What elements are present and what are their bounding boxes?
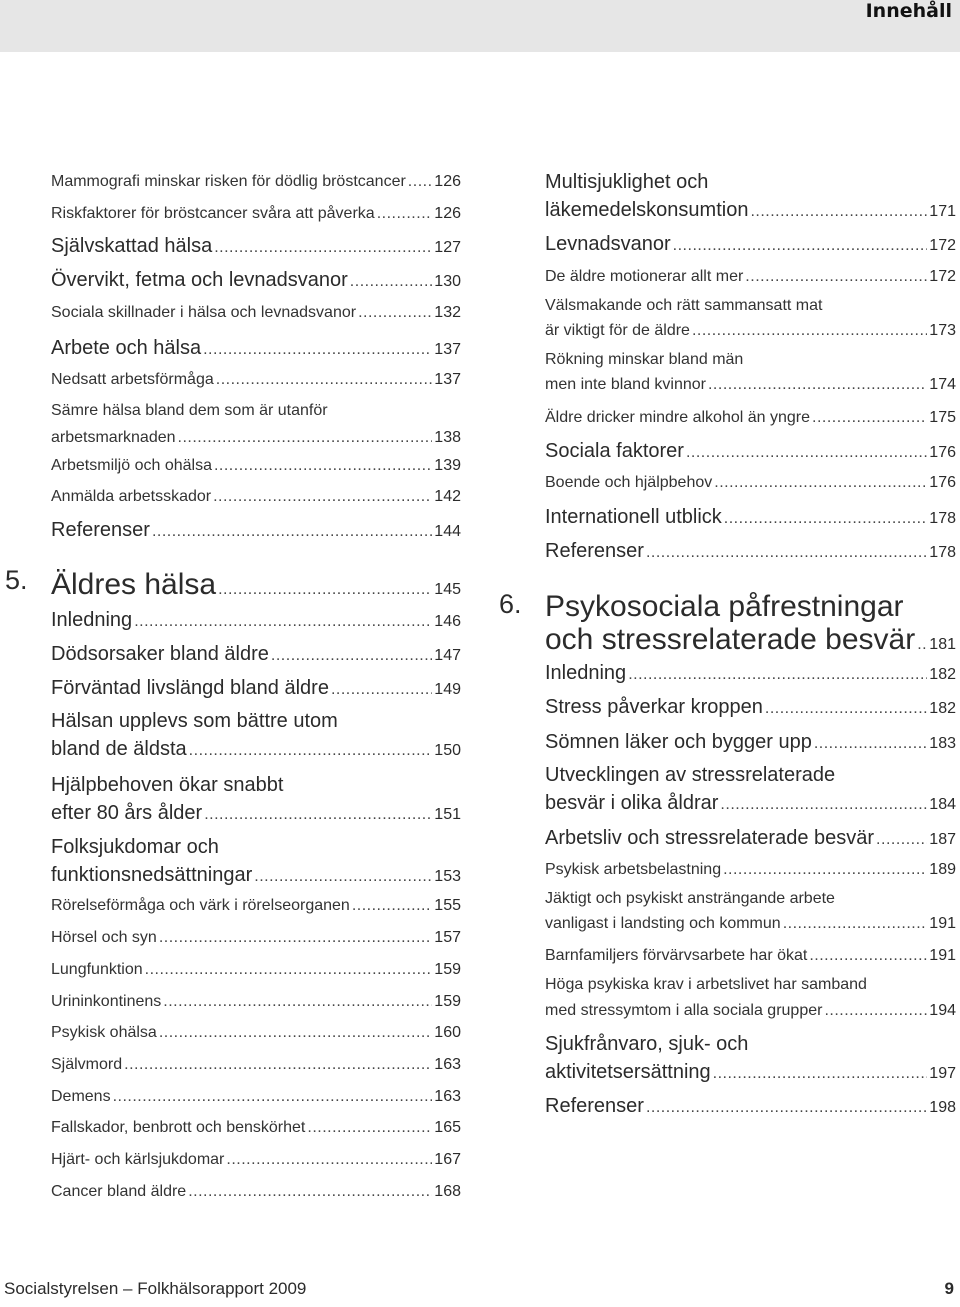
- toc-entry-title: Levnadsvanor: [545, 233, 671, 255]
- toc-entry-title: Anmälda arbetsskador: [51, 488, 212, 505]
- dot-leader: [163, 987, 432, 1017]
- dot-leader: [673, 231, 928, 261]
- toc-entry-title: Stress påverkar kroppen: [545, 696, 763, 718]
- dot-leader: [783, 909, 928, 939]
- toc-page-number: 178: [929, 510, 956, 527]
- dot-leader: [408, 167, 433, 197]
- toc-entry-title: men inte bland kvinnor: [545, 376, 706, 393]
- toc-page-number: 147: [434, 647, 461, 664]
- dot-leader: [876, 825, 927, 855]
- toc-page-number: 191: [929, 915, 956, 932]
- toc-page-number: 137: [434, 341, 461, 358]
- toc-entry-title: Mammografi minskar risken för dödlig bröstcancer: [51, 173, 406, 190]
- dot-leader: [159, 923, 432, 953]
- dot-leader: [159, 1018, 432, 1048]
- toc-page-number: 127: [434, 239, 461, 256]
- dot-leader: [765, 694, 927, 724]
- toc-page-number: 171: [929, 203, 956, 220]
- toc-entry-title: efter 80 års ålder: [51, 802, 203, 824]
- toc-page-number: 198: [929, 1099, 956, 1116]
- dot-leader: [352, 891, 432, 921]
- toc-entry-title: Övervikt, fetma och levnadsvanor: [51, 269, 348, 291]
- toc-entry-title: Äldre dricker mindre alkohol än yngre: [545, 409, 811, 426]
- toc-page-number: 167: [434, 1151, 461, 1168]
- toc-entry-title: Psykosociala påfrestningar: [545, 590, 904, 623]
- toc-page-number: 165: [434, 1119, 461, 1136]
- toc-entry-title: Dödsorsaker bland äldre: [51, 643, 269, 665]
- toc-page-number: 181: [929, 636, 956, 653]
- toc-page-number: 159: [434, 961, 461, 978]
- dot-leader: [646, 1093, 927, 1123]
- toc-page-number: 174: [929, 376, 956, 393]
- toc-entry-title: Cancer bland äldre: [51, 1183, 187, 1200]
- toc-entry-title: Sociala skillnader i hälsa och levnadsvanor: [51, 304, 357, 321]
- toc-page-number: 157: [434, 929, 461, 946]
- dot-leader: [377, 199, 433, 229]
- toc-entry-title: Urininkontinens: [51, 993, 162, 1010]
- toc-entry-title: Sjukfrånvaro, sjuk- och: [545, 1033, 749, 1055]
- dot-leader: [812, 403, 927, 433]
- toc-entry-title: Psykisk ohälsa: [51, 1024, 157, 1041]
- dot-leader: [152, 517, 432, 547]
- page-footer: [0, 1279, 960, 1307]
- toc-entry-title: Höga psykiska krav i arbetslivet har samband: [545, 976, 867, 993]
- dot-leader: [331, 675, 432, 705]
- toc-page-number: 173: [929, 322, 956, 339]
- toc-entry-title: De äldre motionerar allt mer: [545, 268, 744, 285]
- toc-entry-title: Inledning: [51, 609, 133, 631]
- toc-entry-title: Inledning: [545, 662, 627, 684]
- toc-entry-title: Sociala faktorer: [545, 440, 684, 462]
- toc-entry-title: Välsmakande och rätt sammansatt mat: [545, 297, 823, 314]
- toc-entry-title: arbetsmarknaden: [51, 429, 176, 446]
- toc-page-number: 168: [434, 1183, 461, 1200]
- toc-page-number: 149: [434, 681, 461, 698]
- toc-entry-title: Fallskador, benbrott och benskörhet: [51, 1119, 306, 1136]
- toc-page-number: 163: [434, 1088, 461, 1105]
- dot-leader: [188, 1177, 432, 1207]
- toc-entry-title: funktionsnedsättningar: [51, 864, 253, 886]
- toc-entry-title: Hjärt- och kärlsjukdomar: [51, 1151, 225, 1168]
- dot-leader: [724, 504, 928, 534]
- toc-entry-title: Självmord: [51, 1056, 123, 1073]
- toc-page-number: 155: [434, 897, 461, 914]
- dot-leader: [213, 482, 432, 512]
- dot-leader: [686, 438, 927, 468]
- toc-page-number: 194: [929, 1002, 956, 1019]
- toc-page-number: 151: [434, 806, 461, 823]
- toc-page-number: 126: [434, 205, 461, 222]
- dot-leader: [692, 316, 927, 346]
- toc-page-number: 139: [434, 457, 461, 474]
- toc-page-number: 175: [929, 409, 956, 426]
- dot-leader: [254, 862, 432, 892]
- dot-leader: [628, 660, 927, 690]
- toc-page-number: 197: [929, 1065, 956, 1082]
- toc-page-number: 176: [929, 444, 956, 461]
- dot-leader: [204, 800, 432, 830]
- toc-entry-title: Referenser: [51, 519, 150, 541]
- toc-page-number: 178: [929, 544, 956, 561]
- toc-page-number: 159: [434, 993, 461, 1010]
- toc-entry-title: är viktigt för de äldre: [545, 322, 690, 339]
- dot-leader: [178, 423, 433, 453]
- toc-entry-title: Självskattad hälsa: [51, 235, 213, 257]
- toc-entry-title: Demens: [51, 1088, 111, 1105]
- dot-leader: [218, 572, 432, 608]
- dot-leader: [750, 197, 927, 227]
- toc-page-number: 189: [929, 861, 956, 878]
- dot-leader: [713, 1059, 928, 1089]
- dot-leader: [271, 641, 432, 671]
- toc-page-number: 183: [929, 735, 956, 752]
- toc-entry-title: Arbete och hälsa: [51, 337, 202, 359]
- toc-entry-title: Arbetsliv och stressrelaterade besvär: [545, 827, 875, 849]
- dot-leader: [809, 941, 927, 971]
- toc-entry-title: Multisjuklighet och: [545, 171, 709, 193]
- toc-page-number: 144: [434, 523, 461, 540]
- dot-leader: [124, 1050, 432, 1080]
- dot-leader: [226, 1145, 432, 1175]
- dot-leader: [358, 298, 432, 328]
- toc-page-number: 182: [929, 700, 956, 717]
- dot-leader: [203, 335, 432, 365]
- toc-page-number: 130: [434, 273, 461, 290]
- chapter-number: 6.: [499, 589, 522, 619]
- toc-entry-title: Förväntad livslängd bland äldre: [51, 677, 329, 699]
- page-title: Innehåll: [865, 0, 952, 22]
- dot-leader: [646, 538, 927, 568]
- toc-entry-title: Sömnen läker och bygger upp: [545, 731, 812, 753]
- dot-leader: [723, 855, 927, 885]
- dot-leader: [824, 996, 927, 1026]
- toc-page-number: 172: [929, 237, 956, 254]
- toc-page-number: 172: [929, 268, 956, 285]
- dot-leader: [134, 607, 432, 637]
- dot-leader: [720, 790, 927, 820]
- toc-entry-title: Utvecklingen av stressrelaterade: [545, 764, 836, 786]
- toc-page-number: 137: [434, 371, 461, 388]
- toc-page-number: 187: [929, 831, 956, 848]
- dot-leader: [189, 736, 433, 766]
- toc-page-number: 191: [929, 947, 956, 964]
- dot-leader: [216, 365, 433, 395]
- toc-entry-title: Arbetsmiljö och ohälsa: [51, 457, 212, 474]
- toc-page-number: 160: [434, 1024, 461, 1041]
- header-band: [0, 0, 960, 52]
- toc-entry-title: Hjälpbehoven ökar snabbt: [51, 774, 284, 796]
- toc-entry-title: Referenser: [545, 1095, 644, 1117]
- toc-entry-title: vanligast i landsting och kommun: [545, 915, 781, 932]
- toc-entry-title: Lungfunktion: [51, 961, 143, 978]
- toc-entry-title: Folksjukdomar och: [51, 836, 219, 858]
- dot-leader: [307, 1113, 432, 1143]
- toc-entry-title: Nedsatt arbetsförmåga: [51, 371, 214, 388]
- toc-entry-title: Boende och hjälpbehov: [545, 474, 713, 491]
- dot-leader: [214, 451, 432, 481]
- dot-leader: [745, 262, 927, 292]
- toc-page-number: 182: [929, 666, 956, 683]
- toc-page-number: 126: [434, 173, 461, 190]
- toc-entry-title: besvär i olika åldrar: [545, 792, 719, 814]
- toc-page-number: 146: [434, 613, 461, 630]
- toc-entry-title: Psykisk arbetsbelastning: [545, 861, 722, 878]
- toc-entry-title: Hörsel och syn: [51, 929, 157, 946]
- toc-entry-title: Riskfaktorer för bröstcancer svåra att påverka: [51, 205, 375, 222]
- dot-leader: [113, 1082, 433, 1112]
- toc-page-number: 132: [434, 304, 461, 321]
- toc-entry-title: Rörelseförmåga och värk i rörelseorganen: [51, 897, 350, 914]
- toc-entry-title: Sämre hälsa bland dem som är utanför: [51, 402, 328, 419]
- toc-entry-title: Barnfamiljers förvärvsarbete har ökat: [545, 947, 808, 964]
- toc-entry-title: med stressymtom i alla sociala grupper: [545, 1002, 823, 1019]
- toc-page-number: 184: [929, 796, 956, 813]
- toc-entry-title: och stressrelaterade besvär: [545, 623, 916, 656]
- dot-leader: [814, 729, 927, 759]
- toc-entry-title: Jäktigt och psykiskt ansträngande arbete: [545, 890, 835, 907]
- toc-entry-title: Internationell utblick: [545, 506, 722, 528]
- dot-leader: [145, 955, 433, 985]
- toc-page-number: 176: [929, 474, 956, 491]
- toc-page-number: 138: [434, 429, 461, 446]
- toc-page-number: 142: [434, 488, 461, 505]
- toc-page-number: 145: [434, 581, 461, 598]
- dot-leader: [708, 370, 927, 400]
- chapter-number: 5.: [5, 565, 28, 595]
- toc-entry-title: bland de äldsta: [51, 738, 187, 760]
- toc-entry-title: Referenser: [545, 540, 644, 562]
- dot-leader: [350, 267, 433, 297]
- toc-entry-title: aktivitetsersättning: [545, 1061, 711, 1083]
- toc-page-number: 163: [434, 1056, 461, 1073]
- toc-entry-title: läkemedelskonsumtion: [545, 199, 749, 221]
- toc-entry-title: Äldres hälsa: [51, 568, 217, 601]
- dot-leader: [214, 233, 432, 263]
- dot-leader: [714, 468, 927, 498]
- footer-publication: Socialstyrelsen – Folkhälsorapport 2009: [4, 1279, 307, 1298]
- toc-entry-title: Rökning minskar bland män: [545, 351, 744, 368]
- toc-page-number: 150: [434, 742, 461, 759]
- toc-page-number: 153: [434, 868, 461, 885]
- toc-entry-title: Hälsan upplevs som bättre utom: [51, 710, 338, 732]
- footer-page-number: 9: [944, 1279, 954, 1298]
